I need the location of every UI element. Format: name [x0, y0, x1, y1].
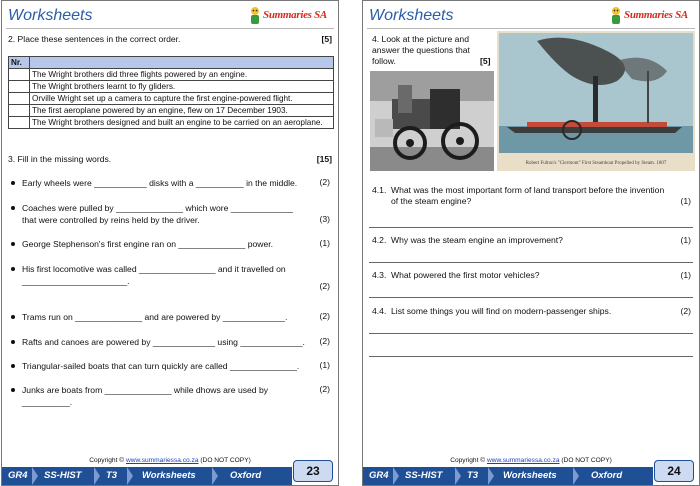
question-4-4: List some things you will find on modern-passenger ships.: [391, 306, 612, 316]
footer-publisher: Oxford: [230, 470, 262, 481]
question-2-marks: [5]: [321, 34, 332, 44]
fill-item: Junks are boats from ______________ while dhows are used by __________.: [22, 385, 269, 407]
question-4-4-marks: (2): [680, 306, 691, 316]
fill-item-marks: (2): [319, 281, 330, 291]
page-number: 24: [654, 460, 694, 482]
order-cell[interactable]: [9, 117, 30, 129]
copyright-prefix: Copyright ©: [450, 457, 486, 464]
brand-name: Summaries SA: [263, 9, 327, 21]
ship-caption: Robert Fulton's "Clermont" First Steamboat Propelled by Steam. 1807: [525, 161, 667, 166]
question-4-3-marks: (1): [680, 270, 691, 280]
bullet-icon: [11, 364, 15, 368]
steamboat-painting: [497, 31, 695, 171]
answer-line[interactable]: [369, 333, 693, 334]
footer-term: T3: [467, 470, 479, 481]
chevron-icon: [393, 467, 399, 485]
table-header-row: [9, 57, 334, 69]
footer-subject: SS-HIST: [44, 470, 82, 481]
sentence-cell: The first aeroplane powered by an engine, flew on 17 December 1903.: [30, 105, 334, 117]
fill-item-marks: (2): [319, 336, 330, 346]
fill-item: Early wheels were ___________ disks with a __________ in the middle.: [22, 178, 298, 188]
bullet-icon: [11, 181, 15, 185]
sentence-cell: The Wright brothers learnt to fly gliders.: [30, 81, 334, 93]
question-4-1: What was the most important form of land transport before the invention of the steam engine?: [391, 185, 665, 206]
copyright-link[interactable]: www.summariessa.co.za: [486, 457, 560, 464]
order-cell[interactable]: [9, 69, 30, 81]
bullet-icon: [11, 388, 15, 392]
fill-item: Rafts and canoes are powered by _____________ using _____________.: [22, 337, 305, 347]
copyright-suffix: (DO NOT COPY): [200, 457, 251, 464]
fill-item-marks: (2): [319, 177, 330, 187]
chevron-icon: [94, 467, 100, 485]
fill-item-marks: (1): [319, 238, 330, 248]
answer-line[interactable]: [369, 297, 693, 298]
sentence-cell: The Wright brothers did three flights powered by an engine.: [30, 69, 334, 81]
worksheet-page-24: [362, 0, 700, 486]
question-4-2: Why was the steam engine an improvement?: [391, 235, 563, 245]
order-cell[interactable]: [9, 93, 30, 105]
bullet-icon: [11, 315, 15, 319]
answer-line[interactable]: [369, 227, 693, 228]
ordering-table: [8, 56, 334, 129]
worksheet-page-23: [1, 0, 339, 486]
footer-publisher: Oxford: [591, 470, 623, 481]
footer-subject: SS-HIST: [405, 470, 443, 481]
copyright-line: [2, 457, 338, 464]
fill-item: Coaches were pulled by ______________ which wore _____________ that were controlled by reins held by the driver.: [22, 203, 293, 225]
chevron-icon: [488, 467, 494, 485]
question-4-4-number: 4.4.: [372, 306, 387, 316]
footer-section: Worksheets: [142, 470, 196, 481]
question-4: 4. Look at the picture and answer the questions that follow.: [372, 34, 470, 66]
table-row: [9, 105, 334, 117]
question-4-1-number: 4.1.: [372, 185, 387, 195]
copyright-prefix: Copyright ©: [89, 457, 125, 464]
page-title: Worksheets: [8, 7, 93, 24]
fill-item-marks: (1): [319, 360, 330, 370]
sentence-cell: The Wright brothers designed and built an engine to be carried on an aeroplane.: [30, 117, 334, 129]
fill-item: Trams run on ______________ and are powered by _____________.: [22, 312, 288, 322]
fill-item: His first locomotive was called ________________ and it travelled on ______________________.: [22, 264, 286, 286]
copyright-link[interactable]: www.summariessa.co.za: [125, 457, 199, 464]
summaries-sa-logo: [248, 6, 332, 26]
fill-item-marks: (2): [319, 311, 330, 321]
footer-section: Worksheets: [503, 470, 557, 481]
chevron-icon: [455, 467, 461, 485]
bullet-icon: [11, 242, 15, 246]
steam-car-photo: [370, 71, 494, 171]
bullet-icon: [11, 206, 15, 210]
question-4-1-marks: (1): [680, 196, 691, 206]
footer-grade: GR4: [8, 470, 28, 481]
summaries-sa-logo: [609, 6, 693, 26]
question-2: 2. Place these sentences in the correct order.: [8, 34, 181, 44]
chevron-icon: [573, 467, 579, 485]
bullet-icon: [11, 340, 15, 344]
footer-grade: GR4: [369, 470, 389, 481]
fill-item-marks: (2): [319, 384, 330, 394]
chevron-icon: [212, 467, 218, 485]
brand-name: Summaries SA: [624, 9, 688, 21]
order-cell[interactable]: [9, 81, 30, 93]
bullet-icon: [11, 267, 15, 271]
table-row: [9, 81, 334, 93]
table-row: [9, 69, 334, 81]
answer-line[interactable]: [369, 356, 693, 357]
answer-line[interactable]: [369, 262, 693, 263]
question-4-3-number: 4.3.: [372, 270, 387, 280]
copyright-suffix: (DO NOT COPY): [561, 457, 612, 464]
question-4-2-number: 4.2.: [372, 235, 387, 245]
question-4-3: What powered the first motor vehicles?: [391, 270, 540, 280]
blank-header: [30, 57, 334, 69]
table-row: [9, 117, 334, 129]
sentence-cell: Orville Wright set up a camera to capture the first engine-powered flight.: [30, 93, 334, 105]
table-row: [9, 93, 334, 105]
order-cell[interactable]: [9, 105, 30, 117]
header-rule: [6, 28, 334, 29]
chevron-icon: [127, 467, 133, 485]
question-3: 3. Fill in the missing words.: [8, 154, 112, 164]
page-gutter: [340, 0, 362, 486]
page-number: 23: [293, 460, 333, 482]
mascot-icon: [609, 6, 623, 26]
footer-term: T3: [106, 470, 118, 481]
chevron-icon: [32, 467, 38, 485]
mascot-icon: [248, 6, 262, 26]
header-rule: [367, 28, 695, 29]
question-3-marks: [15]: [316, 154, 332, 164]
page-title: Worksheets: [369, 7, 454, 24]
fill-item: George Stephenson's first engine ran on ______________ power.: [22, 239, 274, 249]
fill-item: Triangular-sailed boats that can turn quickly are called ______________.: [22, 361, 300, 371]
question-4-2-marks: (1): [680, 235, 691, 245]
fill-item-marks: (3): [319, 214, 330, 224]
question-4-marks: [5]: [480, 56, 491, 66]
copyright-line: [363, 457, 699, 464]
nr-header: Nr.: [9, 57, 30, 69]
